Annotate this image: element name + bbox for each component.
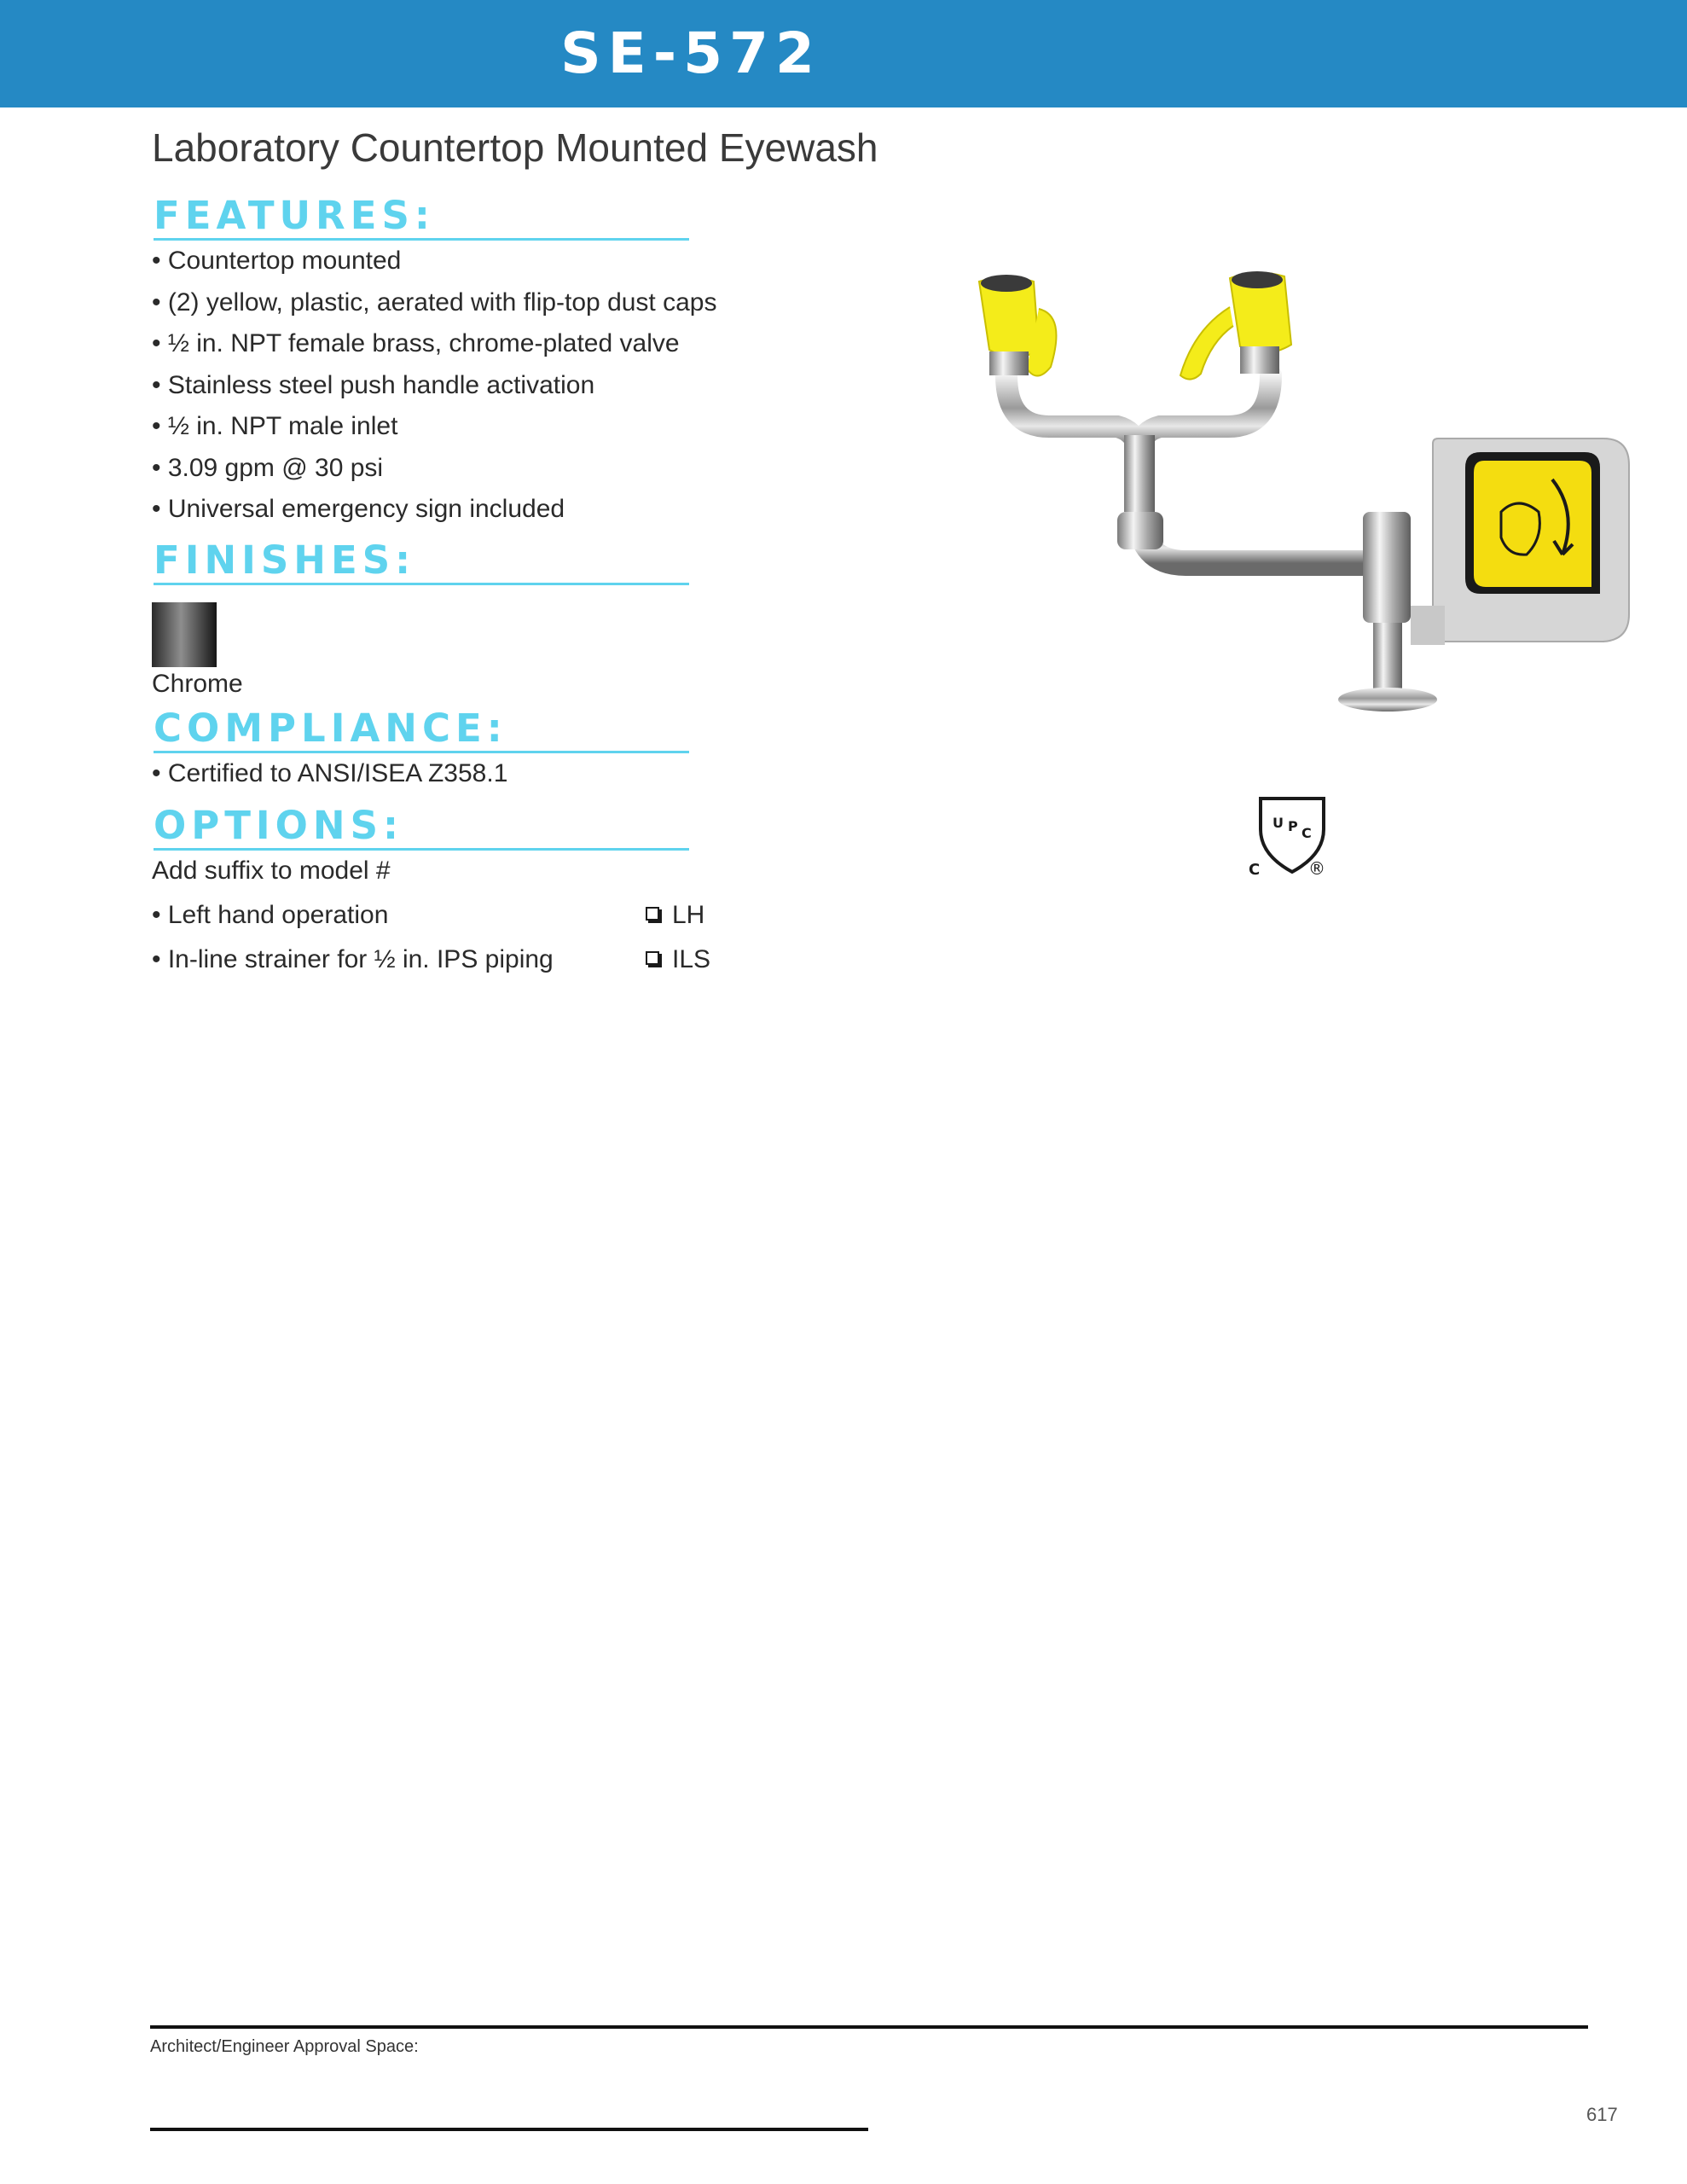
list-item: • Stainless steel push handle activation [152, 370, 595, 399]
swatch-label: Chrome [152, 670, 243, 698]
features-list [152, 241, 716, 531]
page-number: 617 [1586, 2104, 1618, 2125]
list-item: • ½ in. NPT female brass, chrome-plated valve [152, 329, 680, 357]
upc-certification-mark [1245, 793, 1339, 879]
riser-pipe [1124, 435, 1155, 512]
options-heading: OPTIONS: [154, 806, 689, 851]
option-code-lh: LH [672, 901, 705, 929]
list-item: • Countertop mounted [152, 247, 402, 275]
option-label-lh: • Left hand operation [152, 901, 389, 929]
list-item: • 3.09 gpm @ 30 psi [152, 453, 384, 482]
chrome-swatch [152, 602, 217, 667]
upc-letter-c: C [1301, 825, 1312, 841]
valve-body [1363, 512, 1411, 623]
upc-letter-u: U [1272, 815, 1284, 831]
option-code-ils: ILS [672, 945, 711, 973]
upc-letter-p: P [1288, 818, 1298, 834]
registered-mark: ® [1308, 858, 1325, 879]
list-item: • (2) yellow, plastic, aerated with flip-top dust caps [152, 288, 717, 317]
canada-c-mark: C [1249, 861, 1261, 879]
options-intro: Add suffix to model # [152, 857, 391, 885]
option-checkbox-ils[interactable] [646, 951, 659, 965]
option-checkbox-lh[interactable] [646, 907, 659, 921]
eyewash-product-image [955, 256, 1638, 734]
approval-label: Architect/Engineer Approval Space: [150, 2037, 419, 2056]
option-label-ils: • In-line strainer for ½ in. IPS piping [152, 945, 554, 973]
approval-divider-top [150, 2025, 1588, 2029]
page-subtitle: Laboratory Countertop Mounted Eyewash [152, 125, 878, 170]
compliance-list [152, 753, 507, 795]
list-item: • ½ in. NPT male inlet [152, 412, 398, 440]
features-heading: FEATURES: [154, 196, 689, 241]
list-item: • Universal emergency sign included [152, 495, 565, 523]
list-item: • Certified to ANSI/ISEA Z358.1 [152, 759, 508, 787]
approval-signature-line [150, 2128, 868, 2131]
mount-flange [1338, 688, 1437, 712]
model-title: SE-572 [560, 20, 821, 86]
finishes-heading: FINISHES: [154, 541, 689, 585]
compliance-heading: COMPLIANCE: [154, 709, 689, 753]
